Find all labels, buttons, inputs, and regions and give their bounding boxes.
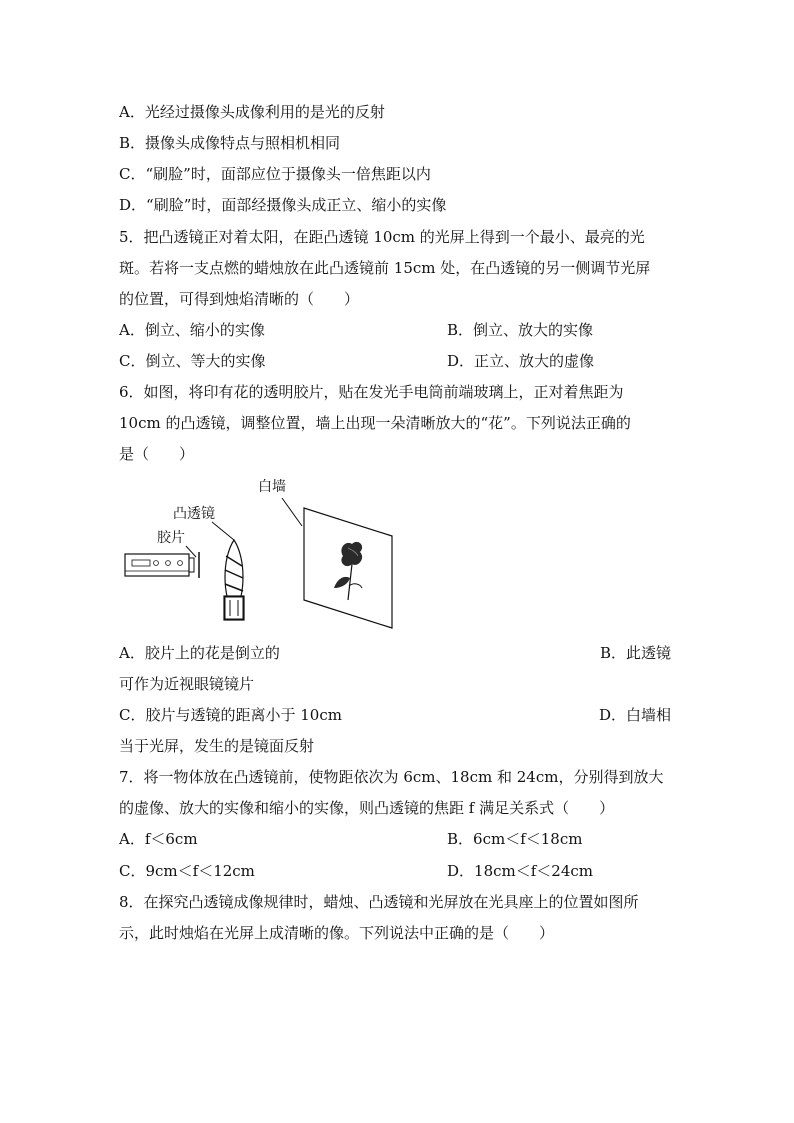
- q6-option-c: C．胶片与透镜的距离小于 10cm: [119, 706, 342, 724]
- wall-leader-line: [282, 498, 302, 526]
- flashlight-icon: [125, 554, 194, 576]
- q5-option-d: D．正立、放大的虚像: [447, 352, 595, 370]
- wall-label: 白墙: [258, 479, 286, 495]
- q5-option-a: A．倒立、缩小的实像: [119, 321, 265, 339]
- q6-stem-line-2: 10cm 的凸透镜，调整位置，墙上出现一朵清晰放大的“花”。下列说法正确的: [119, 414, 631, 432]
- q6-option-a: A．胶片上的花是倒立的: [119, 644, 280, 662]
- film-leader-line: [186, 546, 196, 557]
- lens-leader-line: [212, 522, 234, 540]
- q5-stem-line-1: 5．把凸透镜正对着太阳，在距凸透镜 10cm 的光屏上得到一个最小、最亮的光: [119, 228, 645, 246]
- q7-option-d: D．18cm＜f＜24cm: [447, 862, 594, 880]
- white-wall: [304, 508, 392, 628]
- q5-option-c: C．倒立、等大的实像: [119, 352, 266, 370]
- q8-stem-line-2: 示，此时烛焰在光屏上成清晰的像。下列说法中正确的是（ ）: [119, 924, 555, 942]
- q4-option-b: B．摄像头成像特点与照相机相同: [119, 134, 341, 152]
- q7-option-b: B．6cm＜f＜18cm: [447, 830, 583, 848]
- q7-stem-line-1: 7．将一物体放在凸透镜前，使物距依次为 6cm、18cm 和 24cm，分别得到放大: [119, 768, 664, 786]
- q5-stem-line-2: 斑。若将一支点燃的蜡烛放在此凸透镜前 15cm 处，在凸透镜的另一侧调节光屏: [119, 259, 651, 277]
- convex-lens-icon: [224, 540, 244, 620]
- q7-option-a: A．f＜6cm: [119, 830, 198, 848]
- q5-option-b: B．倒立、放大的实像: [447, 321, 594, 339]
- lens-label: 凸透镜: [173, 506, 215, 522]
- q6-option-b-start: B．此透镜: [599, 644, 671, 662]
- q4-option-a: A．光经过摄像头成像利用的是光的反射: [119, 103, 385, 121]
- q4-option-c: C．“刷脸”时，面部应位于摄像头一倍焦距以内: [119, 165, 431, 183]
- q4-option-d: D．“刷脸”时，面部经摄像头成正立、缩小的实像: [119, 196, 447, 214]
- q6-option-d-start: D．白墙相: [598, 706, 671, 724]
- flashlight-lens-wall-figure: [122, 478, 412, 630]
- q7-stem-line-2: 的虚像、放大的实像和缩小的实像，则凸透镜的焦距 f 满足关系式（ ）: [119, 799, 615, 817]
- q8-stem-line-1: 8．在探究凸透镜成像规律时，蜡烛、凸透镜和光屏放在光具座上的位置如图所: [119, 893, 639, 911]
- q6-stem-line-3: 是（ ）: [119, 445, 195, 463]
- film-label: 胶片: [157, 530, 185, 546]
- q6-option-b-continued: 可作为近视眼镜镜片: [119, 675, 255, 693]
- q6-stem-line-1: 6．如图，将印有花的透明胶片，贴在发光手电筒前端玻璃上，正对着焦距为: [119, 383, 624, 401]
- q7-option-c: C．9cm＜f＜12cm: [119, 862, 255, 880]
- q5-stem-line-3: 的位置，可得到烛焰清晰的（ ）: [119, 290, 360, 308]
- q6-option-d-continued: 当于光屏，发生的是镜面反射: [119, 737, 315, 755]
